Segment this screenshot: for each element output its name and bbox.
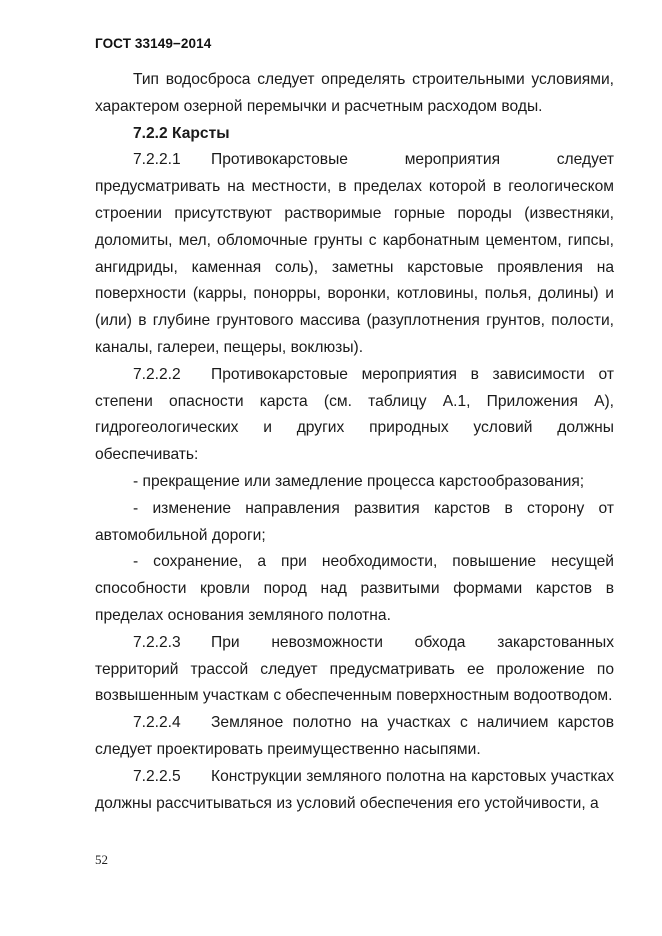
- clause-paragraph: [95, 362, 614, 469]
- clause-paragraph: [95, 147, 614, 361]
- clause-number: 7.2.2.1: [133, 151, 181, 169]
- clause-text: При невозможности обхода закарстованных территорий трассой следует предусматривать ее проложение по возвышенным участкам с обеспеченным поверхностным водоотводом.: [95, 633, 614, 705]
- clause-text: Противокарстовые мероприятия следует предусматривать на местности, в пределах которой в геологическом строении присутствуют растворимые горные породы (известняки, доломиты, мел, обломочные грунты с карбонатным цементом, гипсы, ангидриды, каменная соль), заметны карстовые проявления на поверхности (карры, понорры, воронки, котловины, полья, долины) и (или) в глубине грунтового массива (разуплотнения грунтов, полости, каналы, галереи, пещеры, воклюзы).: [95, 151, 614, 356]
- clause-text: Конструкции земляного полотна на карстовых участках должны рассчитываться из условий обеспечения его устойчивости, а: [95, 767, 614, 812]
- intro-paragraph: Тип водосброса следует определять строительными условиями, характером озерной перемычки и расчетным расходом воды.: [95, 71, 614, 115]
- document-header: ГОСТ 33149−2014: [95, 36, 212, 51]
- clause-paragraph: [95, 764, 614, 818]
- clause-paragraph: [95, 710, 614, 764]
- section-heading: 7.2.2 Карсты: [133, 124, 230, 142]
- clause-number: 7.2.2.5: [133, 767, 181, 785]
- clause-number: 7.2.2.3: [133, 633, 181, 651]
- list-item: - сохранение, а при необходимости, повышение несущей способности кровли пород над развитыми формами карстов в пределах основания земляного полотна.: [95, 553, 614, 624]
- clause-text: Земляное полотно на участках с наличием карстов следует проектировать преимущественно насыпями.: [95, 714, 614, 758]
- clause-paragraph: [95, 630, 614, 710]
- clause-number: 7.2.2.4: [133, 714, 181, 732]
- list-item: - изменение направления развития карстов в сторону от автомобильной дороги;: [95, 499, 614, 544]
- clause-text: Противокарстовые мероприятия в зависимости от степени опасности карста (см. таблицу А.1, Приложения А), гидрогеологических и других природных условий должны обеспечивать:: [95, 365, 614, 464]
- page-number: 52: [95, 852, 108, 867]
- clause-number: 7.2.2.2: [133, 365, 181, 383]
- document-body: [95, 67, 614, 817]
- list-item: - прекращение или замедление процесса карстообразования;: [133, 472, 585, 490]
